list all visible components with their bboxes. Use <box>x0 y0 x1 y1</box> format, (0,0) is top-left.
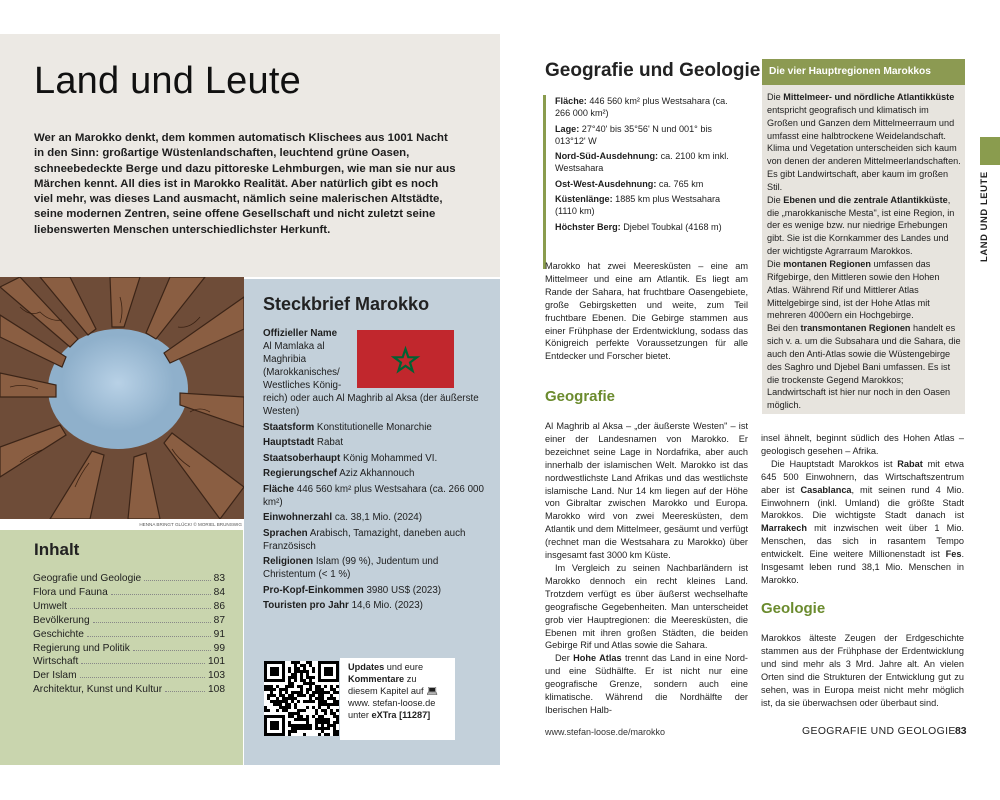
updates-box[interactable]: Updates und eure Kommentare zu diesem Kapitel auf 💻︎ www. stefan-loose.de unter eXTra [11287] <box>340 658 455 740</box>
chapter-tab[interactable] <box>980 137 1000 165</box>
fact-row: Küstenlänge: 1885 km plus Westsahara (1110 km) <box>555 194 721 217</box>
table-of-contents <box>33 572 225 697</box>
steckbrief-row: Pro-Kopf-Einkommen 3980 US$ (2023) <box>263 584 442 596</box>
geologie-text: Marokkos älteste Zeugen der Erdgeschichte stammen aus der Frühphase der Erdentwicklung und sind mehr als 3 Mrd. Jahre alt. An vielen Orten sind die Strukturen der Entwicklung gut zu sehen, was in Europa meist nicht mehr möglich ist, da sie überwachsen oder überbaut sind. <box>761 633 964 708</box>
steckbrief-row: Regierungschef Aziz Akhannouch <box>263 468 415 479</box>
geo-facts <box>555 95 742 236</box>
steckbrief-list <box>263 327 491 615</box>
page-number: 83 <box>955 726 967 737</box>
steckbrief-row: Hauptstadt Rabat <box>263 437 344 448</box>
toc-item[interactable]: Architektur, Kunst und Kultur 108 <box>33 684 225 696</box>
toc-item[interactable]: Umwelt 86 <box>33 600 225 612</box>
geografie-text: Al Maghrib al Aksa – „der äußerste Westen" – ist einer der Landesnamen von Marokko. Er bezeichnet seine Lage in Nordafrika, aber auch innerhalb der islamischen Welt. Marokko ist das nordwestlichste Land Afrikas und das westlichste islamische Land. Nur 14 km liegen auf der Höhe von Gibraltar zwischen Marokko und Europa. Marokko wird von zwei Meeresküsten, dem Atlantik und dem Mittelmeer, gesäumt und verfügt (rechnet man die Westsahara zu Marokko) über insgesamt fast 3000 km Küste. Im Vergleich zu seinen Nachbarländern ist Marokko dennoch ein recht kleines Land. Trotzdem verfügt es über äußerst wechselhafte geografische Gegebenheiten. Man unterscheidet grob vier Hauptregionen: die Meeresküsten, die Ebenen mit ihren großen Städten, die beiden Gebirge Rif und Atlas sowie die Sahara. Der Hohe Atlas trennt das Land in eine Nord- und eine Südhälfte. Er ist nicht nur eine geografische Grenze, sondern auch eine klimatische. Während die Nordhälfte der Iberischen Halb- <box>545 421 748 715</box>
fact-row: Fläche: 446 560 km² plus Westsahara (ca. 266 000 km²) <box>555 96 728 119</box>
toc-item[interactable]: Bevölkerung 87 <box>33 614 225 626</box>
laptop-icon: 💻︎ <box>426 686 438 697</box>
geografie-heading: Geografie <box>545 388 616 405</box>
steckbrief-row: Sprachen Arabisch, Tamazight, daneben auch Französisch <box>263 527 466 552</box>
steckbrief-row: Touristen pro Jahr 14,6 Mio. (2023) <box>263 600 423 611</box>
toc-item[interactable]: Regierung und Politik 99 <box>33 642 225 654</box>
fact-row: Ost-West-Ausdehnung: ca. 765 km <box>555 178 704 189</box>
steckbrief-name-row <box>263 327 491 418</box>
steckbrief-value: reich) oder auch Al Maghrib al Aksa (der äußerste Westen) <box>263 393 479 417</box>
geologie-heading: Geologie <box>761 600 826 617</box>
chapter-side-label: LAND UND LEUTE <box>978 171 989 262</box>
page-title: Land und Leute <box>34 60 301 102</box>
footer-section: GEOGRAFIE UND GEOLOGIE <box>802 726 956 737</box>
toc-item[interactable]: Wirtschaft 101 <box>33 656 225 668</box>
inhalt-title: Inhalt <box>34 540 80 559</box>
steckbrief-row: Religionen Islam (99 %), Judentum und Christentum (< 1 %) <box>263 556 439 580</box>
facts-accent-bar <box>543 95 546 269</box>
fact-row: Nord-Süd-Ausdehnung: ca. 2100 km inkl. Westsahara <box>555 151 729 174</box>
toc-item[interactable]: Flora und Fauna 84 <box>33 586 225 598</box>
intro-paragraph: Marokko hat zwei Meeresküsten – eine am Mittelmeer und eine am Atlantik. Es liegt am Rande der Sahara, hat fruchtbare Oasengebiete, große Gebirgsketten und weite, zum Teil fruchtbare Ebenen. Die Gebirge stammen aus einer Frühphase der Erdentwicklung, sodass das Königreich perfekte Voraussetzungen für alle Entdecker und Forscher bietet. <box>545 261 748 362</box>
regions-text: Die Mittelmeer- und nördliche Atlantikküste entspricht geografisch und klimatisch im Großen und Ganzen dem Mittelmeerraum und umfasst eine halbtrockene Weidelandschaft. Klima und Vegetation unterscheiden sich kaum von denen der anderen Mittelmeerlandschaften. Es gibt Landwirtschaft, aber kaum im großen Stil. Die Ebenen und die zentrale Atlantikküste, die „marokkanische Mesta", ist eine Region, in der es wenige bzw. nur niedrige Erhebungen gibt. Sie ist die Kornkammer des Landes und der wichtigste Agrarraum Marokkos. Die montanen Regionen umfassen das Rifgebirge, den Mittleren sowie den Hohen Atlas. Während Rif und Mittlerer Atlas Mittelgebirge sind, ist der Hohe Atlas mit mehreren 4000ern ein Hochgebirge. Bei den transmontanen Regionen handelt es sich v. a. um die Subsahara und die Sahara, die auch den Anti-Atlas sowie die Wüstengebirge des Saghro und Djebel Bani umfassen. Es ist die trockenste Gegend Marokkos; Landwirtschaft ist hier nur noch in den Oasen möglich. <box>767 92 961 411</box>
steckbrief-title: Steckbrief Marokko <box>263 294 430 314</box>
intro-text: Wer an Marokko denkt, dem kommen automatisch Klischees aus 1001 Nacht in den Sinn: großartige Wüstenlandschaften, leuchtend grüne Oasen, schneebedeckte Berge und dazu pittoreske Lehmburgen, wie man sie nur aus Märchen kennt. All dies ist in Marokko Realität. Aber natürlich gibt es noch viel mehr, was dieses Land ausmacht, nämlich seine malerischen Altstädte, seine modernen Zentren, seine offene Gesellschaft und nicht zuletzt seine liebenswerten Menschen unterschiedlichster Herkunft. <box>34 132 456 236</box>
steckbrief-label: Offizieller Name <box>263 328 338 339</box>
fact-row: Lage: 27°40' bis 35°56' N und 001° bis 013°12' W <box>555 123 712 146</box>
toc-item[interactable]: Der Islam 103 <box>33 670 225 682</box>
regions-heading: Die vier Hauptregionen Marokkos <box>762 59 965 85</box>
steckbrief-row: Staatsoberhaupt König Mohammed VI. <box>263 452 438 464</box>
steckbrief-row: Fläche 446 560 km² plus Westsahara (ca. 266 000 km²) <box>263 483 484 508</box>
footer-url[interactable]: www.stefan-loose.de/marokko <box>545 727 666 737</box>
steckbrief-row: Staatsform Konstitutionelle Monarchie <box>263 421 432 433</box>
steckbrief-value: Al Mamlaka al Maghribia (Marokkanisches/ Westliches König- <box>263 341 342 391</box>
toc-item[interactable]: Geografie und Geologie 83 <box>33 573 225 584</box>
geografie-text-cont: insel ähnelt, beginnt südlich des Hohen Atlas – geologisch gesehen – Afrika. Die Hauptstadt Marokkos ist Rabat mit etwa 645 500 Einwohnern, das Wirtschaftszentrum aber ist Casablanca, mit seinen rund 4 Mio. Einwohnern (inkl. Umland) die größte Stadt Marokkos. Die wichtigste Stadt danach ist Marrakech mit inzwischen weit über 1 Mio. Menschen, das sich in rasantem Tempo entwickelt. Eine weitere Millionenstadt ist Fes. Insgesamt leben rund 38,1 Mio. Menschen in Marokko. <box>761 433 964 585</box>
photo-credit: HENNA BRINGT GLÜCK! © MORIEL BRUNSWIG <box>139 522 242 527</box>
section-title: Geografie und Geologie <box>545 60 761 81</box>
qr-code[interactable] <box>264 661 339 736</box>
henna-hands-photo <box>0 277 244 519</box>
steckbrief-row: Einwohnerzahl ca. 38,1 Mio. (2024) <box>263 512 423 523</box>
fact-row: Höchster Berg: Djebel Toubkal (4168 m) <box>555 221 722 232</box>
toc-item[interactable]: Geschichte 91 <box>33 628 225 640</box>
